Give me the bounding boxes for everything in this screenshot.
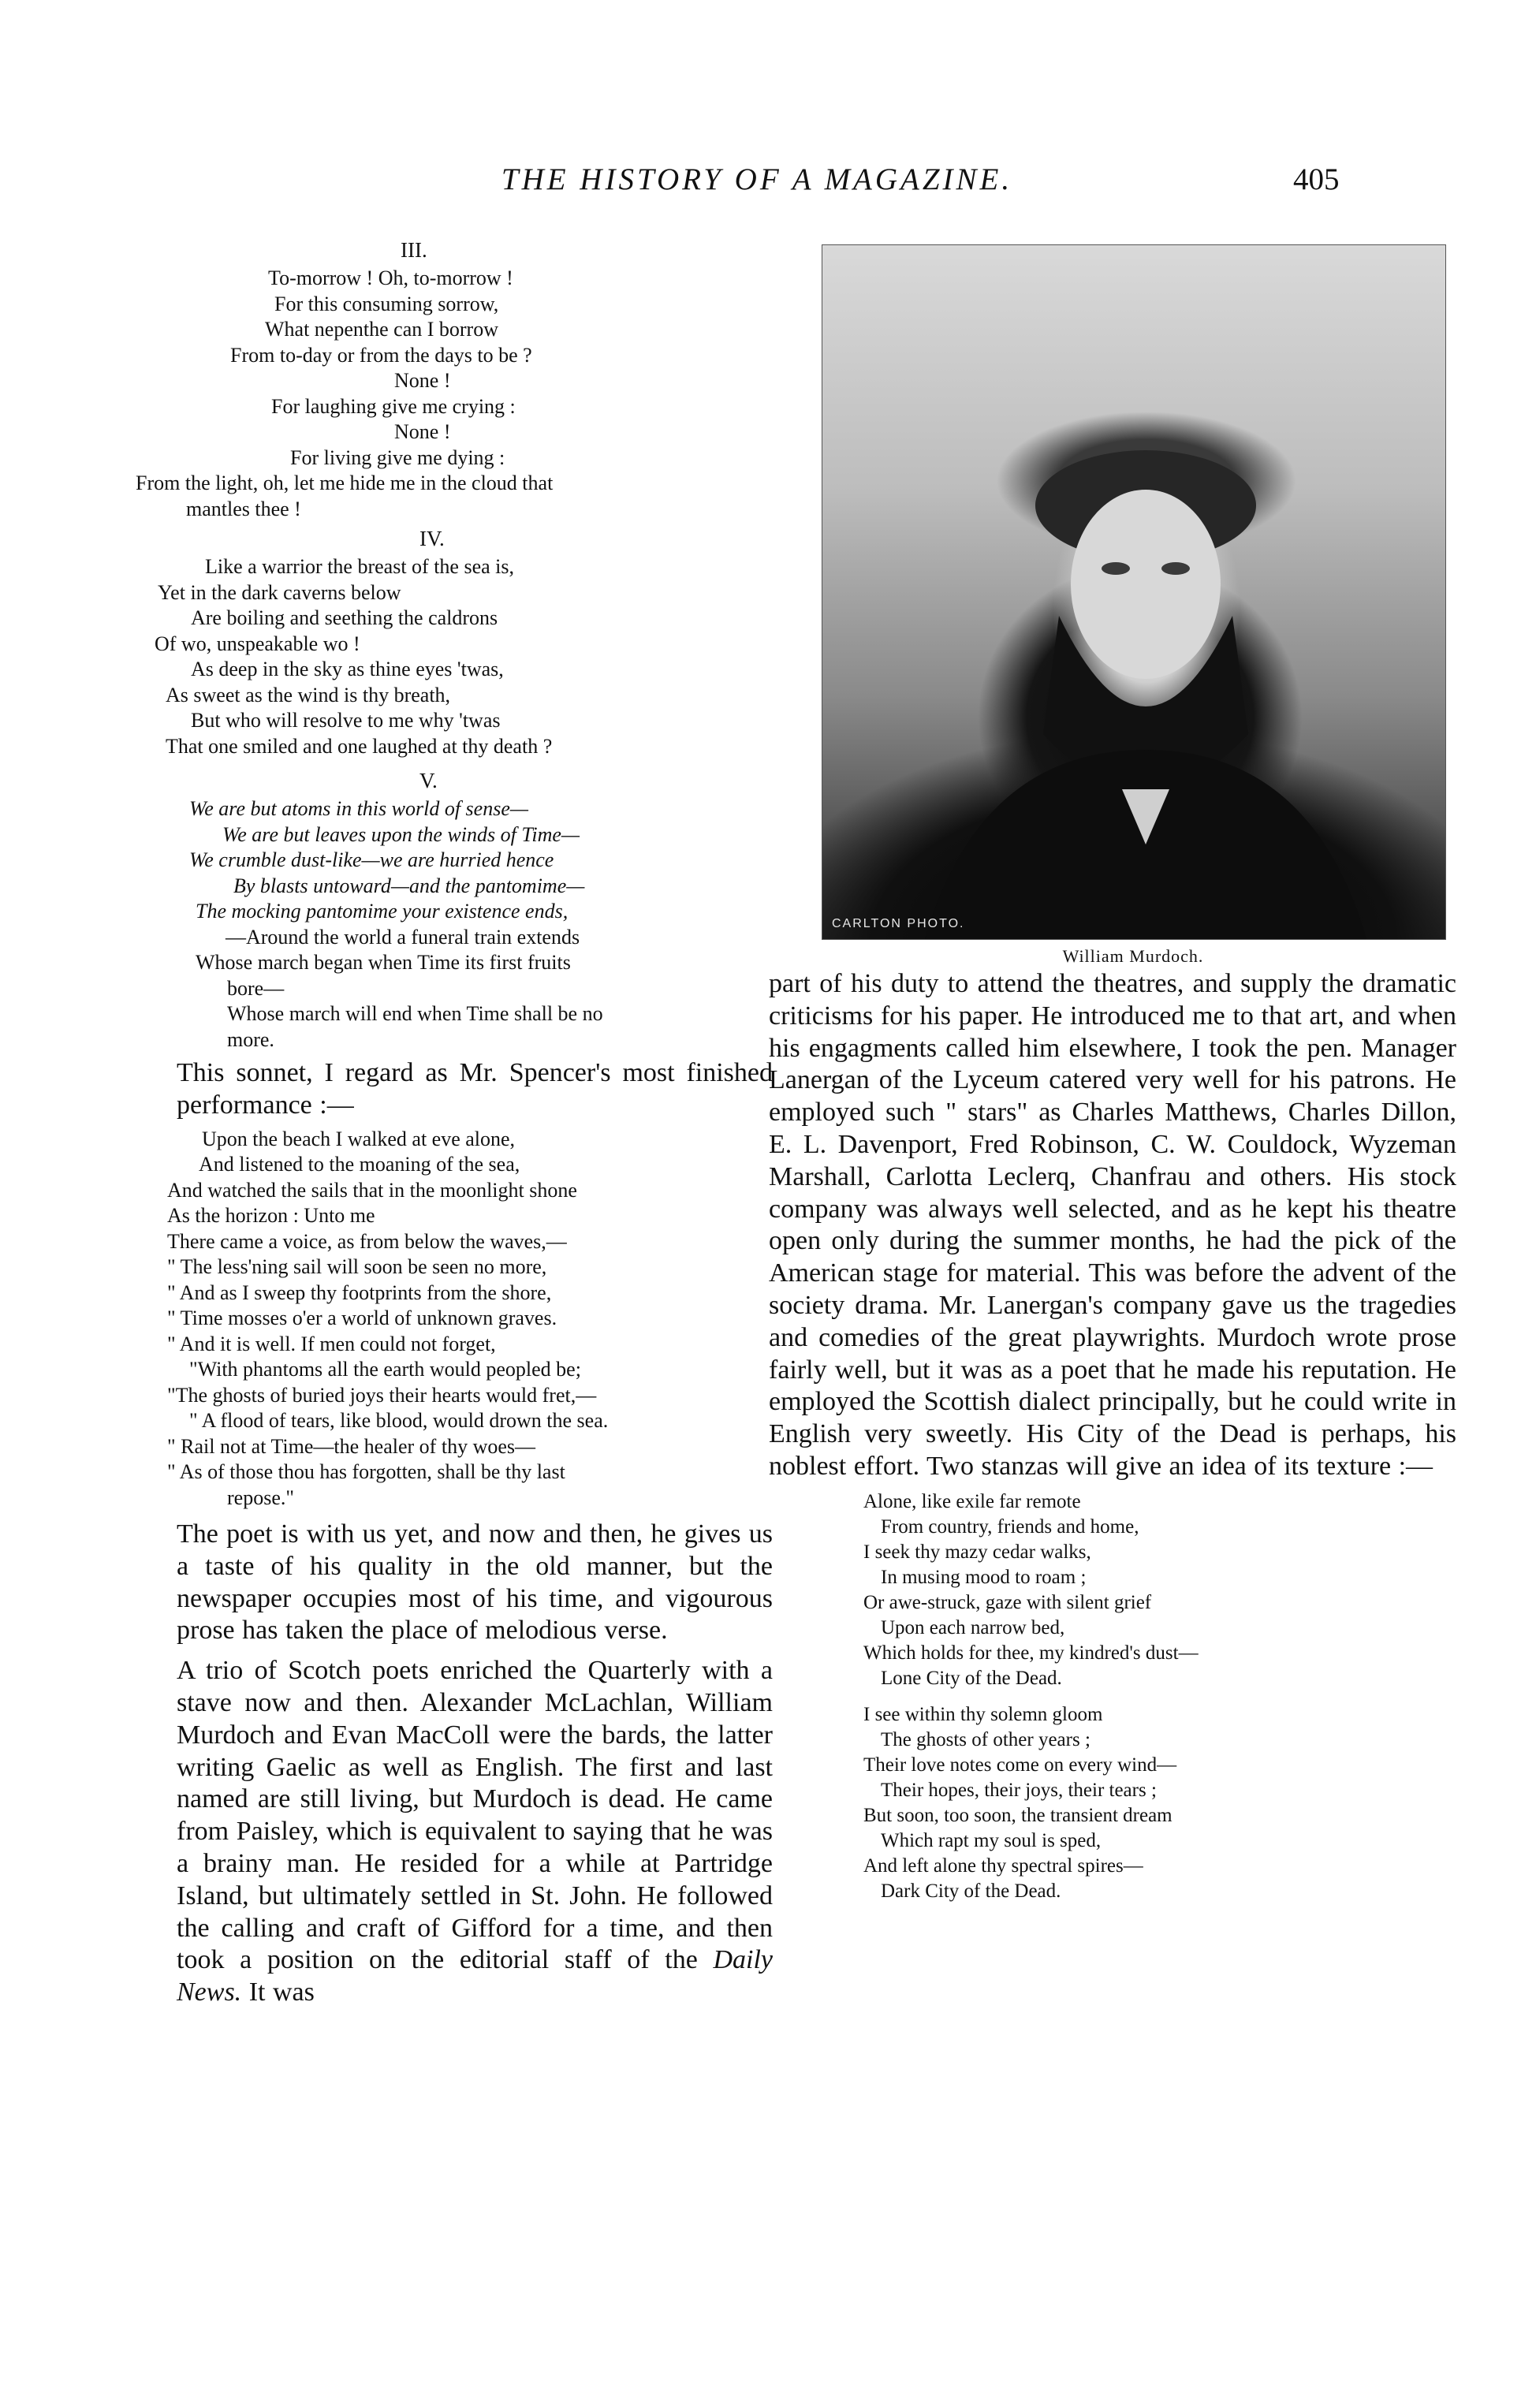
poem-line: I seek thy mazy cedar walks, <box>863 1541 1091 1563</box>
poem-line: What nepenthe can I borrow <box>265 318 498 341</box>
right-column <box>769 968 1456 1904</box>
poem-line: Yet in the dark caverns below <box>158 580 401 604</box>
photo-credit: CARLTON PHOTO. <box>832 917 965 930</box>
poem-line: For this consuming sorrow, <box>274 292 499 315</box>
poem-line: From to-day or from the days to be ? <box>230 343 532 367</box>
poem-line: Whose march began when Time its first fruits <box>196 951 571 974</box>
poem-line: Upon each narrow bed, <box>881 1616 1065 1638</box>
poem-line: But soon, too soon, the transient dream <box>863 1804 1173 1826</box>
poem-line: We crumble dust-like—we are hurried hence <box>189 848 554 871</box>
poem-line: Are boiling and seething the caldrons <box>191 606 498 629</box>
poem-line: For living give me dying : <box>290 445 505 469</box>
poem-line: Of wo, unspeakable wo ! <box>155 632 360 655</box>
sonnet-intro: This sonnet, I regard as Mr. Spencer's most finished performance :— <box>177 1058 773 1120</box>
poem-line: " A flood of tears, like blood, would drown the sea. <box>189 1409 609 1433</box>
portrait-caption: William Murdoch. <box>1062 946 1204 966</box>
poem-line: But who will resolve to me why 'twas <box>191 709 501 732</box>
poem-line: " Time mosses o'er a world of unknown graves. <box>167 1307 557 1330</box>
poem-line: bore— <box>227 976 285 1000</box>
paragraph-text: It was <box>248 1977 315 2007</box>
poem-line: Whose march will end when Time shall be no <box>227 1002 603 1025</box>
poem-line: As the horizon : Unto me <box>167 1204 375 1228</box>
poem-line: We are but leaves upon the winds of Time— <box>222 822 580 846</box>
poem-line: From country, friends and home, <box>881 1515 1139 1538</box>
poem-line: Or awe-struck, gaze with silent grief <box>863 1591 1152 1613</box>
paragraph-theatre: part of his duty to attend the theatres, and supply the dramatic criticisms for his paper. He introduced me to that art, and when his engagments called him elsewhere, I took the pen. Manager Lanergan of the Lyceum catered very well for his patrons. He employed such " stars" as Charles Matthews, Charles Dillon, E. L. Davenport, Fred Robinson, C. W. Couldock, Wyzeman Marshall, Carlotta Leclerq, Chanfrau and others. His stock company was always well selected, and as he kept his theatre open only during the summer months, he had the pick of the American stage for material. This was before the advent of the society drama. Mr. Lanergan's company gave us the tragedies and comedies of the great playwrights. Murdoch wrote prose fairly well, but it was as a poet that he made his reputation. He employed the Scottish dialect principally, but he could write in English very sweetly. His City of the Dead is perhaps, his noblest effort. Two stanzas will give an idea of its texture :— <box>769 969 1456 1481</box>
poem-line: —Around the world a funeral train extends <box>226 925 580 949</box>
poem-line: We are but atoms in this world of sense— <box>189 797 528 820</box>
poem-line: Like a warrior the breast of the sea is, <box>205 555 515 578</box>
poem-line: I see within thy solemn gloom <box>863 1703 1103 1725</box>
poem-line: repose." <box>227 1485 294 1509</box>
page-number: 405 <box>1293 162 1340 196</box>
stanza-number: IV. <box>419 527 445 550</box>
poem-line: The ghosts of other years ; <box>881 1728 1090 1750</box>
poem-line: From the light, oh, let me hide me in the cloud that <box>136 472 554 494</box>
poem-line: " Rail not at Time—the healer of thy woes— <box>167 1434 535 1458</box>
poem-line: " And as I sweep thy footprints from the shore, <box>167 1280 552 1304</box>
poem-line: " The less'ning sail will soon be seen no more, <box>167 1255 547 1279</box>
poem-stanza-4 <box>126 554 773 759</box>
city-of-the-dead-poem <box>863 1489 1456 1904</box>
poem-line: And listened to the moaning of the sea, <box>199 1153 520 1176</box>
poem-line: There came a voice, as from below the waves,— <box>167 1229 567 1253</box>
poem-line: In musing mood to roam ; <box>881 1566 1087 1588</box>
poem-line: mantles thee ! <box>186 497 301 520</box>
poem-line: Which rapt my soul is sped, <box>881 1829 1102 1851</box>
poem-line: By blasts untoward—and the pantomime— <box>233 874 585 897</box>
poem-stanza-5 <box>126 796 773 1053</box>
stanza-gap <box>863 1691 1456 1702</box>
poem-line: Which holds for thee, my kindred's dust— <box>863 1642 1199 1664</box>
poem-line: That one smiled and one laughed at thy death ? <box>166 734 553 758</box>
stanza-number: III. <box>401 238 427 262</box>
paragraph-text: A trio of Scotch poets enriched the Quarterly with a stave now and then. Alexander McLachlan, William Murdoch and Evan MacColl were the bards, the latter writing Gaelic as well as English. The first and last named are still living, but Murdoch is dead. He came from Paisley, which is equivalent to saying that he was a brainy man. He resided for a while at Partridge Island, but ultimately settled in St. John. He followed the calling and craft of Gifford for a time, and then took a position on the editorial staff of the <box>177 1656 773 1975</box>
poem-line: Upon the beach I walked at eve alone, <box>202 1127 516 1150</box>
poem-line: For laughing give me crying : <box>271 394 516 418</box>
poem-line: And left alone thy spectral spires— <box>863 1854 1143 1877</box>
poem-line: " And it is well. If men could not forget, <box>167 1332 496 1355</box>
poem-line: " As of those thou has forgotten, shall be thy last <box>167 1460 565 1484</box>
poem-line: "With phantoms all the earth would peopled be; <box>189 1358 581 1381</box>
poem-line: Dark City of the Dead. <box>881 1880 1061 1902</box>
poem-stanza-3 <box>126 266 773 522</box>
newspaper-title: Daily News. <box>177 1945 774 2007</box>
paragraph-scotch-poets <box>177 1655 773 2009</box>
poem-line: Their hopes, their joys, their tears ; <box>881 1779 1157 1801</box>
stanza-number: V. <box>419 769 438 792</box>
poem-line: None ! <box>394 369 451 392</box>
portrait-figure <box>822 245 1445 939</box>
running-title: THE HISTORY OF A MAGAZINE. <box>501 162 1013 196</box>
poem-line: To-morrow ! Oh, to-morrow ! <box>268 267 513 289</box>
portrait-photo <box>822 244 1446 940</box>
poem-line: more. <box>227 1027 274 1051</box>
poem-line: Lone City of the Dead. <box>881 1667 1062 1689</box>
poem-line: And watched the sails that in the moonlight shone <box>167 1178 577 1202</box>
poem-line: As deep in the sky as thine eyes 'twas, <box>191 658 504 680</box>
poem-line: Alone, like exile far remote <box>863 1490 1081 1512</box>
poem-line: None ! <box>394 420 451 443</box>
sonnet <box>126 1127 773 1512</box>
poem-line: As sweet as the wind is thy breath, <box>166 683 451 706</box>
left-column <box>126 237 773 2009</box>
paragraph-poet: The poet is with us yet, and now and then, he gives us a taste of his quality in the old manner, but the newspaper occupies most of his time, and vigourous prose has taken the place of melodious verse. <box>177 1519 773 1646</box>
poem-line: The mocking pantomime your existence ends, <box>196 900 569 923</box>
poem-line: "The ghosts of buried joys their hearts would fret,— <box>167 1383 597 1407</box>
poem-line: Their love notes come on every wind— <box>863 1754 1177 1776</box>
